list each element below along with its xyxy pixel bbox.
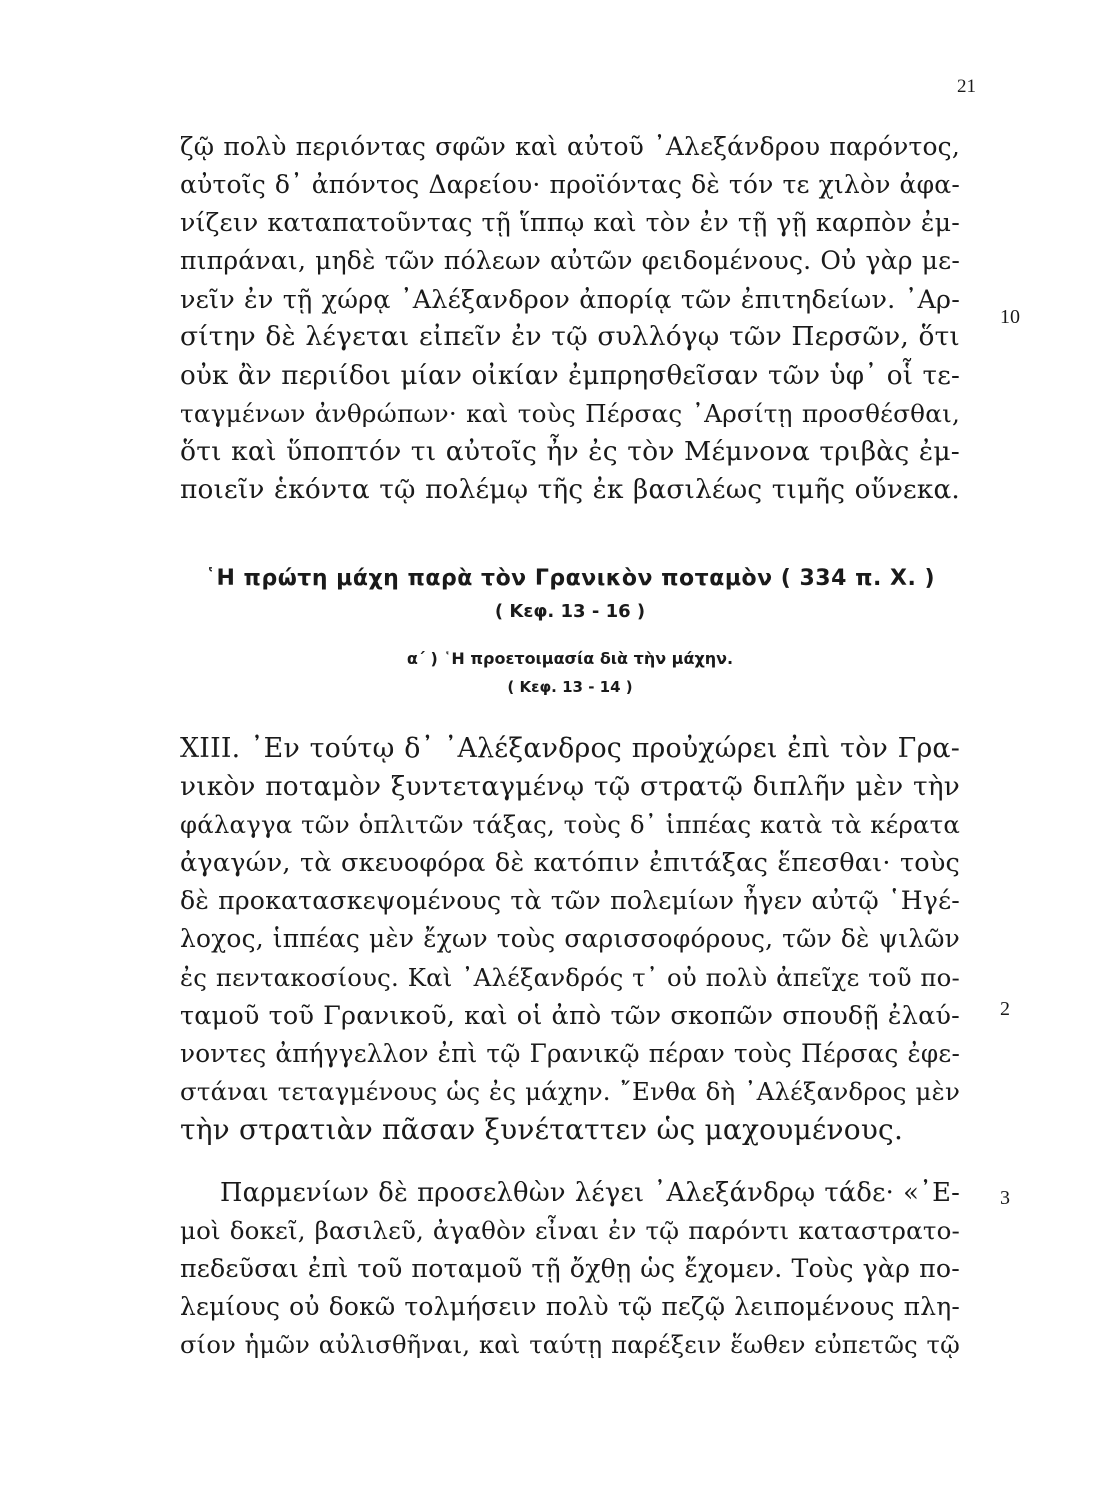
text-line: σίον ἡμῶν αὐλισθῆναι, καὶ ταύτῃ παρέξειν ἕωθεν εὐπετῶς τῷ (180, 1331, 960, 1360)
page-number: 21 (957, 76, 976, 97)
subsection-heading: α΄ ) ῾Η προετοιμασία διὰ τὴν μάχην. (406, 649, 734, 668)
text-line: ποιεῖν ἑκόντα τῷ πολέμῳ τῆς ἐκ βασιλέως τιμῆς οὕνεκα. (180, 474, 960, 505)
text-line: πεδεῦσαι ἐπὶ τοῦ ποταμοῦ τῇ ὄχθῃ ὡς ἔχομεν. Τοὺς γὰρ πο- (180, 1254, 960, 1284)
text-line: μοὶ δοκεῖ, βασιλεῦ, ἀγαθὸν εἶναι ἐν τῷ παρόντι καταστρατο- (180, 1216, 960, 1246)
text-line: ἐς πεντακοσίους. Καὶ ᾽Αλέξανδρός τ᾽ οὐ πολὺ ἀπεῖχε τοῦ πο- (180, 962, 960, 992)
text-line: φάλαγγα τῶν ὁπλιτῶν τάξας, τοὺς δ᾽ ἱππέας κατὰ τὰ κέρατα (180, 810, 960, 840)
text-line: ἀγαγών, τὰ σκευοφόρα δὲ κατόπιν ἐπιτάξας ἕπεσθαι· τοὺς (180, 848, 960, 879)
line-number-3: 3 (1000, 1187, 1010, 1209)
text-line: νικὸν ποταμὸν ξυντεταγμένῳ τῷ στρατῷ διπλῆν μὲν τὴν (180, 772, 960, 803)
paragraph-1 (180, 128, 960, 509)
paragraph-3 (180, 1174, 960, 1364)
text-line: ταγμένων ἀνθρώπων· καὶ τοὺς Πέρσας ᾽Αρσίτῃ προσθέσθαι, (180, 398, 960, 428)
line-number-10: 10 (1000, 306, 1020, 328)
text-line: δὲ προκατασκεψομένους τὰ τῶν πολεμίων ἦγεν αὐτῷ ῾Ηγέ- (180, 886, 960, 916)
text-line: XIII. ᾽Εν τούτῳ δ᾽ ᾽Αλέξανδρος προὐχώρει ἐπὶ τὸν Γρα- (180, 733, 960, 764)
text-line: νίζειν καταπατοῦντας τῇ ἵππῳ καὶ τὸν ἐν τῇ γῇ καρπὸν ἐμ- (180, 208, 960, 238)
text-line: νεῖν ἐν τῇ χώρᾳ ᾽Αλέξανδρον ἀπορίᾳ τῶν ἐπιτηδείων. ᾽Αρ- (180, 284, 960, 315)
text-line: λοχος, ἱππέας μὲν ἔχων τοὺς σαρισσοφόρους, τῶν δὲ ψιλῶν (180, 924, 960, 954)
text-line: οὐκ ἂν περιίδοι μίαν οἰκίαν ἐμπρησθεῖσαν τῶν ὑφ᾽ οἷ τε- (180, 360, 960, 391)
section-chapters: ( Κεφ. 13 - 16 ) (494, 601, 646, 622)
paragraph-2 (180, 730, 960, 1149)
text-line: Παρμενίων δὲ προσελθὼν λέγει ᾽Αλεξάνδρῳ τάδε· «᾽Ε- (220, 1178, 960, 1208)
subsection-chapters: ( Κεφ. 13 - 14 ) (507, 678, 633, 696)
text-line: στάναι τεταγμένους ὡς ἐς μάχην. ῎Ενθα δὴ ᾽Αλέξανδρος μὲν (180, 1076, 960, 1106)
text-line: ὅτι καὶ ὕποπτόν τι αὐτοῖς ἦν ἐς τὸν Μέμνονα τριβὰς ἐμ- (180, 435, 960, 467)
text-line: πιπράναι, μηδὲ τῶν πόλεων αὐτῶν φειδομένους. Οὐ γὰρ με- (180, 246, 960, 276)
text-line: νοντες ἀπήγγελλον ἐπὶ τῷ Γρανικῷ πέραν τοὺς Πέρσας ἐφε- (180, 1038, 960, 1068)
text-line: τὴν στρατιὰν πᾶσαν ξυνέταττεν ὡς μαχουμένους. (180, 1112, 904, 1146)
text-line: ζῷ πολὺ περιόντας σφῶν καὶ αὐτοῦ ᾽Αλεξάνδρου παρόντος, (180, 132, 960, 161)
text-line: σίτην δὲ λέγεται εἰπεῖν ἐν τῷ συλλόγῳ τῶν Περσῶν, ὅτι (180, 321, 960, 353)
line-number-2: 2 (1000, 998, 1010, 1020)
text-line: λεμίους οὐ δοκῶ τολμήσειν πολὺ τῷ πεζῷ λειπομένους πλη- (180, 1292, 960, 1322)
text-line: ταμοῦ τοῦ Γρανικοῦ, καὶ οἱ ἀπὸ τῶν σκοπῶν σπουδῇ ἐλαύ- (180, 1000, 960, 1031)
text-line: αὐτοῖς δ᾽ ἀπόντος Δαρείου· προϊόντας δὲ τόν τε χιλὸν ἀφα- (180, 170, 960, 200)
section-heading: ῾Η πρώτη μάχη παρὰ τὸν Γρανικὸν ποταμὸν ( 334 π. Χ. ) (204, 566, 936, 591)
